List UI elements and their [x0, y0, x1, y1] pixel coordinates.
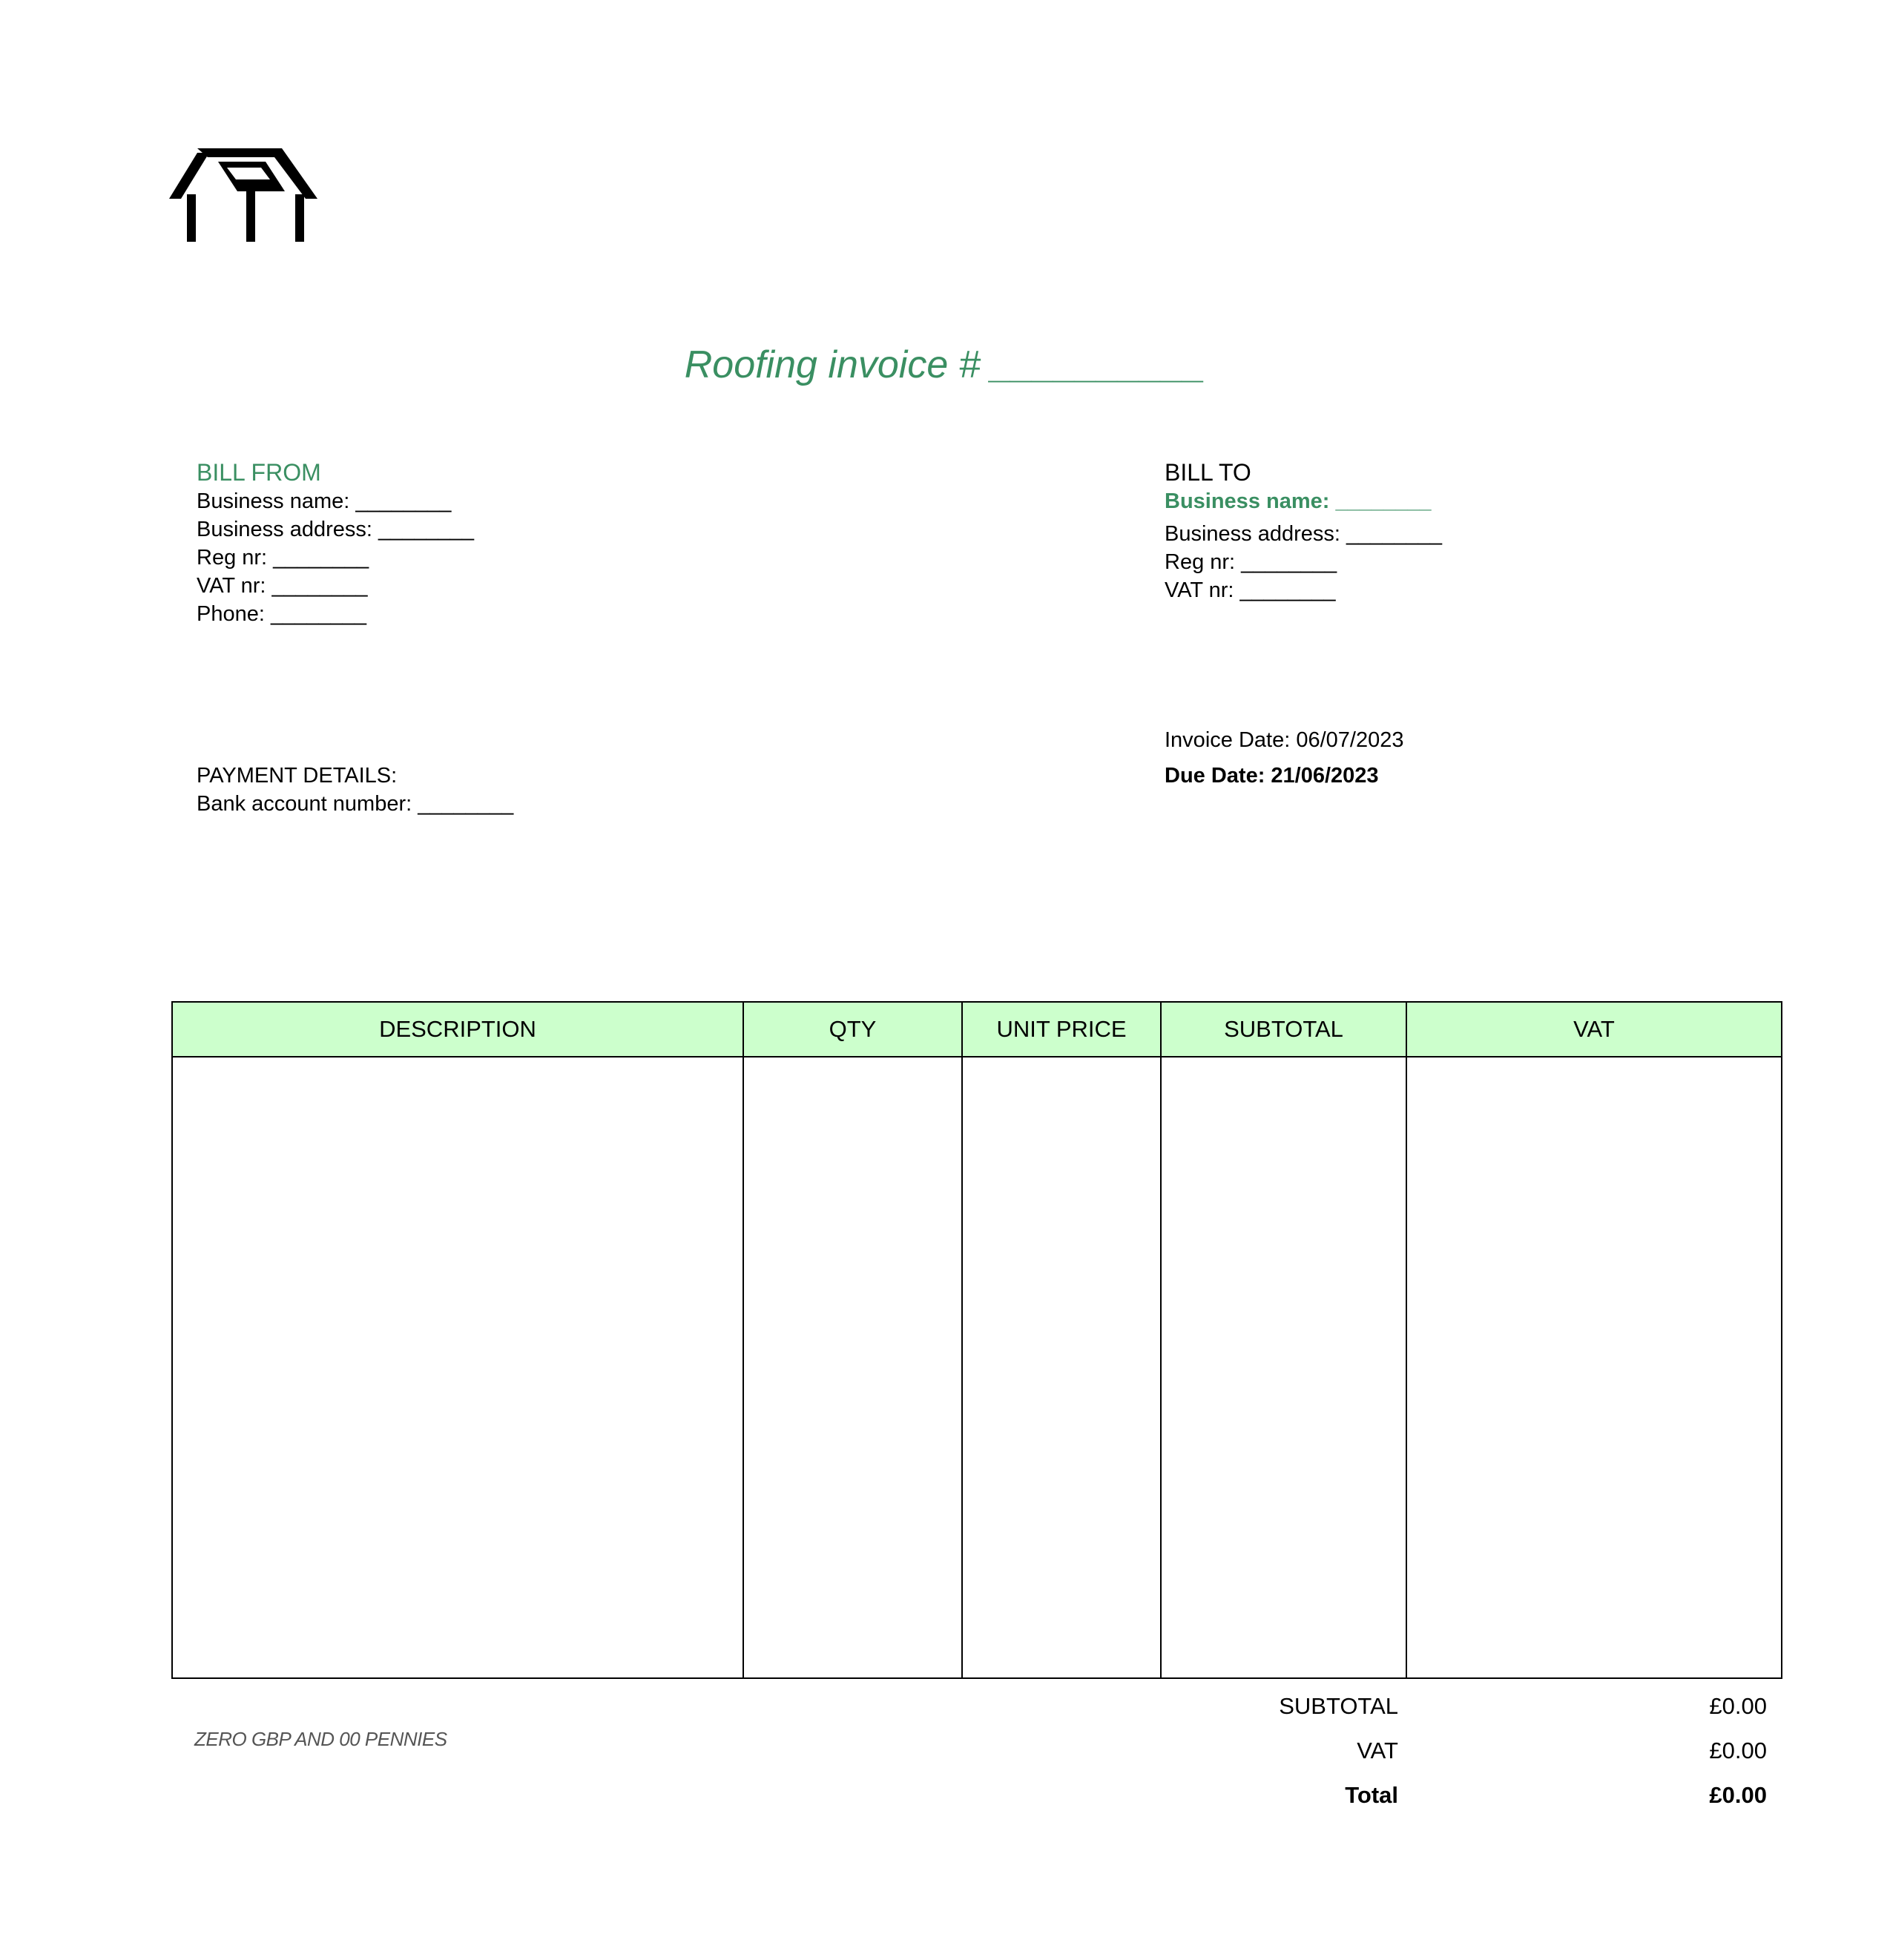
bill-from-vat-nr: VAT nr: ________ [197, 574, 368, 598]
amount-in-words: ZERO GBP AND 00 PENNIES [194, 1728, 447, 1750]
bill-from-business-address: Business address: ________ [197, 518, 475, 541]
bill-to-section [1165, 458, 1442, 604]
table-header-row [172, 1002, 1782, 1057]
invoice-title: Roofing invoice # __________ [684, 343, 1206, 386]
column-header-description: DESCRIPTION [172, 1002, 743, 1057]
table-row [172, 1057, 1782, 1678]
bill-to-vat-nr: VAT nr: ________ [1165, 578, 1336, 602]
column-header-qty: QTY [743, 1002, 962, 1057]
bank-account-number: Bank account number: ________ [197, 792, 514, 816]
column-header-subtotal: SUBTOTAL [1161, 1002, 1406, 1057]
invoice-date: Invoice Date: 06/07/2023 [1165, 728, 1404, 752]
bill-to-business-name: Business name: ________ [1165, 489, 1432, 513]
bill-to-heading: BILL TO [1165, 459, 1251, 486]
roof-house-icon [169, 145, 317, 242]
vat-cell[interactable] [1406, 1057, 1782, 1678]
vat-label: VAT [1357, 1738, 1398, 1763]
subtotal-value: £0.00 [1709, 1693, 1767, 1719]
description-cell[interactable] [172, 1057, 743, 1678]
bill-from-phone: Phone: ________ [197, 602, 366, 626]
bill-to-business-address: Business address: ________ [1165, 522, 1443, 546]
subtotal-label: SUBTOTAL [1279, 1693, 1398, 1719]
column-header-vat: VAT [1406, 1002, 1782, 1057]
bill-from-heading: BILL FROM [197, 459, 321, 486]
total-value: £0.00 [1709, 1782, 1767, 1808]
vat-value: £0.00 [1709, 1738, 1767, 1763]
items-table [171, 1001, 1782, 1679]
total-label: Total [1345, 1782, 1398, 1808]
qty-cell[interactable] [743, 1057, 962, 1678]
bill-from-business-name: Business name: ________ [197, 489, 452, 513]
due-date: Due Date: 21/06/2023 [1165, 764, 1379, 788]
bill-from-section [197, 458, 474, 628]
bill-to-reg-nr: Reg nr: ________ [1165, 550, 1337, 574]
subtotal-cell[interactable] [1161, 1057, 1406, 1678]
unit-price-cell[interactable] [962, 1057, 1161, 1678]
column-header-unit-price: UNIT PRICE [962, 1002, 1161, 1057]
bill-from-reg-nr: Reg nr: ________ [197, 546, 369, 570]
payment-details-heading: PAYMENT DETAILS: [197, 764, 398, 788]
